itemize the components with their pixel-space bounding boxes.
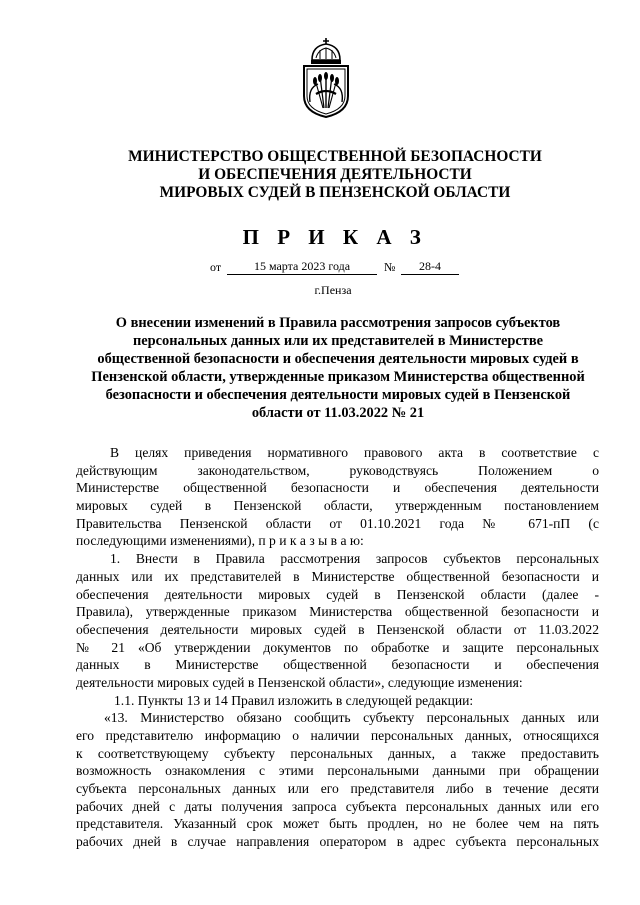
order-number: 28-4 bbox=[401, 258, 459, 275]
subject-line: области от 11.03.2022 № 21 bbox=[251, 405, 425, 421]
body-line: к соответствующему субъекту персональных данных, а также предоставить bbox=[76, 745, 599, 761]
date-prefix: от bbox=[210, 260, 222, 274]
order-body-text bbox=[76, 444, 599, 851]
body-line: последующими изменениями), п р и к а з ы в а ю: bbox=[76, 533, 364, 549]
ministry-name-line: МИРОВЫХ СУДЕЙ В ПЕНЗЕНСКОЙ ОБЛАСТИ bbox=[159, 184, 511, 201]
body-line: представителя. Указанный срок может быть продлен, но не более чем на пять bbox=[76, 816, 599, 832]
document-type-title: П Р И К А З bbox=[242, 225, 428, 249]
subject-line: общественной безопасности и обеспечения деятельности мировых судей в bbox=[97, 351, 579, 367]
subject-line: О внесении изменений в Правила рассмотрения запросов субъектов bbox=[115, 315, 561, 331]
subject-line: персональных данных или их представителей в Министерстве bbox=[132, 333, 544, 349]
order-date: 15 марта 2023 года bbox=[227, 258, 377, 275]
body-line: данных или их представителей в Министерстве общественной безопасности и bbox=[76, 568, 599, 584]
ministry-name-line: И ОБЕСПЕЧЕНИЯ ДЕЯТЕЛЬНОСТИ bbox=[198, 166, 472, 183]
order-subject bbox=[78, 314, 598, 422]
body-line: возможность ознакомления с этими персональными данными при обращении bbox=[76, 763, 599, 779]
body-line: действующим законодательством, руководствуясь Положением о bbox=[76, 462, 599, 478]
subject-line: Пензенской области, утвержденные приказом Министерства общественной bbox=[91, 369, 585, 385]
body-line: 1.1. Пункты 13 и 14 Правил изложить в следующей редакции: bbox=[114, 692, 474, 708]
body-line: Министерстве общественной безопасности и обеспечения деятельности bbox=[76, 480, 599, 496]
number-prefix: № bbox=[384, 260, 396, 274]
body-line: деятельности мировых судей в Пензенской области», следующие изменения: bbox=[76, 674, 523, 690]
body-line: Правила), утвержденные приказом Министерства общественной безопасности и bbox=[76, 604, 599, 620]
city-name: г.Пенза bbox=[314, 283, 352, 297]
body-line: Правительства Пензенской области от 01.10.2021 года № 671-пП (с bbox=[76, 515, 599, 531]
body-line: рабочих дней в случае направления оператором в адрес субъекта персональных bbox=[76, 834, 599, 850]
body-line: 1. Внести в Правила рассмотрения запросов субъектов персональных bbox=[110, 551, 599, 567]
coat-of-arms-icon bbox=[298, 38, 354, 118]
body-line: № 21 «Об утверждении документов по обработке и защите персональных bbox=[76, 639, 599, 655]
body-line: мировых судей в Пензенской области, утвержденным постановлением bbox=[76, 498, 599, 514]
order-date-number-line bbox=[0, 257, 640, 277]
body-line: «13. Министерство обязано сообщить субъекту персональных данных или bbox=[104, 710, 599, 726]
body-line: рабочих дней с даты получения запроса субъекта персональных данных или его bbox=[76, 798, 599, 814]
body-line: субъекта персональных данных или его представителя либо в течение десяти bbox=[76, 781, 599, 797]
body-line: обеспечения деятельности мировых судей в Пензенской области от 11.03.2022 bbox=[76, 621, 599, 637]
body-line: В целях приведения нормативного правового акта в соответствие с bbox=[110, 445, 599, 460]
ministry-name bbox=[40, 148, 630, 202]
body-line: данных в Министерстве общественной безопасности и обеспечения bbox=[76, 657, 599, 673]
subject-line: безопасности и обеспечения деятельности мировых судей в Пензенской bbox=[105, 387, 571, 403]
ministry-name-line: МИНИСТЕРСТВО ОБЩЕСТВЕННОЙ БЕЗОПАСНОСТИ bbox=[128, 148, 542, 165]
body-line: обеспечения деятельности мировых судей в Пензенской области (далее - bbox=[76, 586, 599, 602]
body-line: его представителю информацию о наличии персональных данных, относящихся bbox=[76, 728, 599, 743]
